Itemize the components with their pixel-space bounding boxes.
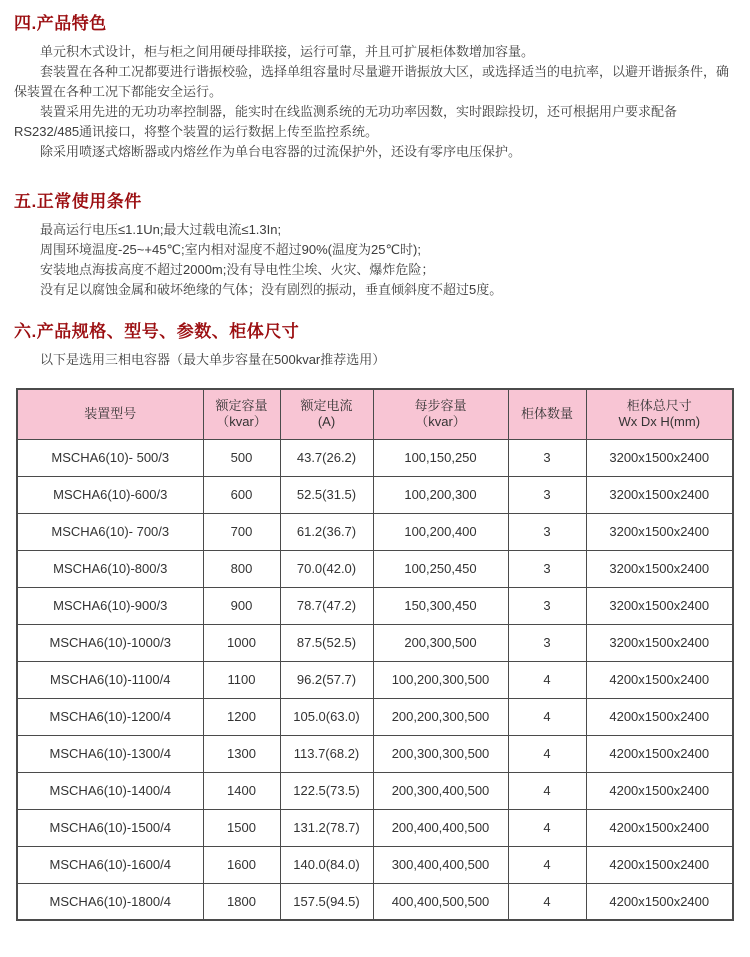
column-header: 装置型号	[17, 389, 203, 439]
paragraph: 最高运行电压≤1.1Un;最大过载电流≤1.3In;	[40, 222, 282, 237]
section-heading-product-specifications: 六.产品规格、型号、参数、柜体尺寸	[14, 322, 300, 341]
table-cell: 700	[203, 513, 280, 550]
table-row	[17, 661, 733, 698]
table-cell: 4200x1500x2400	[586, 772, 733, 809]
table-cell: 131.2(78.7)	[280, 809, 373, 846]
table-cell: 500	[203, 439, 280, 476]
table-cell: MSCHA6(10)-900/3	[17, 587, 203, 624]
table-cell: 3200x1500x2400	[586, 476, 733, 513]
table-cell: 105.0(63.0)	[280, 698, 373, 735]
table-cell: 100,150,250	[373, 439, 508, 476]
table-row	[17, 476, 733, 513]
table-cell: MSCHA6(10)-800/3	[17, 550, 203, 587]
table-cell: 100,200,300	[373, 476, 508, 513]
table-cell: MSCHA6(10)-1100/4	[17, 661, 203, 698]
column-header: 柜体总尺寸 Wx Dx H(mm)	[586, 389, 733, 439]
table-cell: 200,400,400,500	[373, 809, 508, 846]
paragraph: 套装置在各种工况都要进行谐振校验，选择单组容量时尽量避开谐振放大区，或选择适当的电抗率，以避开谐振条件，确保装置在各种工况下都能安全运行。	[14, 64, 730, 99]
table-cell: 200,300,500	[373, 624, 508, 661]
table-cell: 900	[203, 587, 280, 624]
product-features-paragraphs	[14, 42, 736, 162]
table-cell: 70.0(42.0)	[280, 550, 373, 587]
table-cell: 3200x1500x2400	[586, 513, 733, 550]
table-cell: MSCHA6(10)- 700/3	[17, 513, 203, 550]
section-heading-normal-use-conditions: 五.正常使用条件	[14, 192, 142, 211]
table-cell: 200,300,400,500	[373, 772, 508, 809]
table-cell: 150,300,450	[373, 587, 508, 624]
table-cell: 1400	[203, 772, 280, 809]
table-cell: 3	[508, 476, 586, 513]
table-cell: 4200x1500x2400	[586, 883, 733, 920]
table-cell: 3	[508, 513, 586, 550]
table-cell: 4200x1500x2400	[586, 846, 733, 883]
table-cell: 3200x1500x2400	[586, 624, 733, 661]
table-cell: MSCHA6(10)-600/3	[17, 476, 203, 513]
table-cell: 43.7(26.2)	[280, 439, 373, 476]
table-cell: 4	[508, 809, 586, 846]
table-cell: 4	[508, 735, 586, 772]
table-cell: 1500	[203, 809, 280, 846]
spec-table-header-row	[17, 389, 733, 439]
table-cell: 122.5(73.5)	[280, 772, 373, 809]
table-row	[17, 587, 733, 624]
table-cell: MSCHA6(10)-1000/3	[17, 624, 203, 661]
table-cell: 3	[508, 439, 586, 476]
table-cell: 78.7(47.2)	[280, 587, 373, 624]
table-cell: 200,300,300,500	[373, 735, 508, 772]
table-cell: 4	[508, 883, 586, 920]
table-row	[17, 439, 733, 476]
table-row	[17, 624, 733, 661]
table-cell: MSCHA6(10)-1300/4	[17, 735, 203, 772]
table-cell: 1200	[203, 698, 280, 735]
table-row	[17, 550, 733, 587]
table-cell: 3	[508, 624, 586, 661]
section-heading-product-features: 四.产品特色	[14, 14, 107, 33]
table-cell: 113.7(68.2)	[280, 735, 373, 772]
table-cell: 3	[508, 550, 586, 587]
column-header: 每步容量 （kvar）	[373, 389, 508, 439]
table-row	[17, 735, 733, 772]
table-cell: MSCHA6(10)-1200/4	[17, 698, 203, 735]
table-cell: 1300	[203, 735, 280, 772]
table-cell: 800	[203, 550, 280, 587]
spec-table	[16, 388, 734, 921]
table-cell: 52.5(31.5)	[280, 476, 373, 513]
table-cell: 100,250,450	[373, 550, 508, 587]
spec-table-body	[17, 439, 733, 920]
table-cell: 1100	[203, 661, 280, 698]
spec-table-subtitle: 以下是选用三相电容器（最大单步容量在500kvar推荐选用）	[40, 352, 386, 367]
table-cell: 4	[508, 698, 586, 735]
table-cell: 400,400,500,500	[373, 883, 508, 920]
table-cell: 4	[508, 846, 586, 883]
table-cell: 4200x1500x2400	[586, 698, 733, 735]
table-cell: 87.5(52.5)	[280, 624, 373, 661]
table-cell: 4200x1500x2400	[586, 735, 733, 772]
table-cell: 140.0(84.0)	[280, 846, 373, 883]
table-cell: 3	[508, 587, 586, 624]
table-cell: MSCHA6(10)-1600/4	[17, 846, 203, 883]
table-cell: 200,200,300,500	[373, 698, 508, 735]
table-cell: 4	[508, 661, 586, 698]
table-cell: 3200x1500x2400	[586, 439, 733, 476]
table-row	[17, 772, 733, 809]
table-row	[17, 846, 733, 883]
table-row	[17, 513, 733, 550]
table-cell: MSCHA6(10)- 500/3	[17, 439, 203, 476]
paragraph: 安装地点海拔高度不超过2000m;没有导电性尘埃、火灾、爆炸危险；	[40, 262, 435, 277]
paragraph: 周围环境温度-25~+45℃;室内相对湿度不超过90%(温度为25℃时);	[40, 242, 421, 257]
table-row	[17, 698, 733, 735]
table-cell: 600	[203, 476, 280, 513]
table-cell: 4200x1500x2400	[586, 809, 733, 846]
table-cell: 300,400,400,500	[373, 846, 508, 883]
table-cell: 1600	[203, 846, 280, 883]
table-cell: 61.2(36.7)	[280, 513, 373, 550]
table-cell: 4	[508, 772, 586, 809]
table-cell: MSCHA6(10)-1500/4	[17, 809, 203, 846]
paragraph: 除采用喷逐式熔断器或内熔丝作为单台电容器的过流保护外，还设有零序电压保护。	[40, 144, 522, 159]
use-conditions-paragraphs	[14, 220, 736, 300]
paragraph: 单元积木式设计，柜与柜之间用硬母排联接，运行可靠，并且可扩展柜体数增加容量。	[40, 44, 535, 59]
table-cell: 100,200,400	[373, 513, 508, 550]
table-cell: 3200x1500x2400	[586, 550, 733, 587]
table-cell: 1000	[203, 624, 280, 661]
table-cell: 1800	[203, 883, 280, 920]
table-cell: MSCHA6(10)-1400/4	[17, 772, 203, 809]
paragraph: 没有足以腐蚀金属和破坏绝缘的气体；没有剧烈的振动，垂直倾斜度不超过5度。	[40, 282, 503, 297]
paragraph: 装置采用先进的无功功率控制器，能实时在线监测系统的无功功率因数，实时跟踪投切，还可根据用户要求配备RS232/485通讯接口，将整个装置的运行数据上传至监控系统。	[14, 104, 678, 139]
spec-table-header	[17, 389, 733, 439]
table-cell: 157.5(94.5)	[280, 883, 373, 920]
column-header: 额定电流 (A)	[280, 389, 373, 439]
table-cell: MSCHA6(10)-1800/4	[17, 883, 203, 920]
table-cell: 3200x1500x2400	[586, 587, 733, 624]
table-cell: 4200x1500x2400	[586, 661, 733, 698]
column-header: 柜体数量	[508, 389, 586, 439]
column-header: 额定容量 （kvar）	[203, 389, 280, 439]
table-cell: 100,200,300,500	[373, 661, 508, 698]
table-cell: 96.2(57.7)	[280, 661, 373, 698]
table-row	[17, 883, 733, 920]
table-row	[17, 809, 733, 846]
